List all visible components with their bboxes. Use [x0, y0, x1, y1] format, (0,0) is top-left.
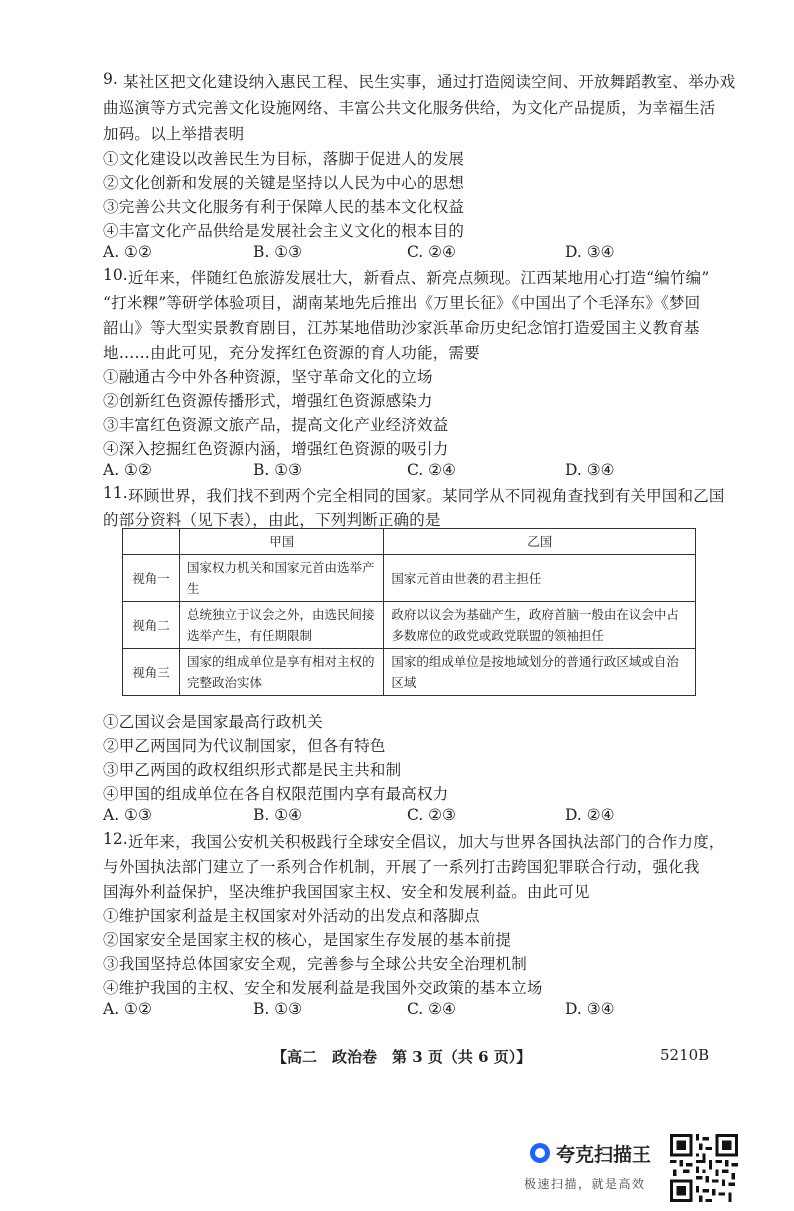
- option-b[interactable]: B. ①③: [253, 1000, 303, 1018]
- table-cell: 总统独立于议会之外，由选民间接选举产生，有任期限制: [180, 602, 384, 649]
- question-text: 加码。以上举措表明: [103, 125, 245, 143]
- question-text: 国海外利益保护，坚决维护我国国家主权、安全和发展利益。由此可见: [103, 883, 590, 901]
- option-b[interactable]: B. ①③: [253, 243, 303, 261]
- option-d[interactable]: D. ③④: [565, 1000, 615, 1018]
- table-cell: 国家权力机关和国家元首由选举产生: [180, 555, 384, 602]
- table-cell: 政府以议会为基础产生，政府首脑一般由在议会中占多数席位的政党或政党联盟的领袖担任: [384, 602, 696, 649]
- statement-item: ②文化创新和发展的关键是坚持以人民为中心的思想: [103, 174, 465, 192]
- statement-item: ③甲乙两国的政权组织形式都是民主共和制: [103, 761, 402, 779]
- question-number: 9.: [103, 70, 118, 88]
- quark-logo-icon: [530, 1143, 550, 1163]
- question-number: 11.: [103, 484, 128, 502]
- table-row: [123, 555, 696, 602]
- table-cell: 国家元首由世袭的君主担任: [384, 555, 696, 602]
- question-text: 的部分资料（见下表），由此，下列判断正确的是: [103, 511, 441, 529]
- option-c[interactable]: C. ②④: [407, 243, 456, 261]
- table-header-cell: [123, 529, 180, 555]
- statement-item: ④深入挖掘红色资源内涵，增强红色资源的吸引力: [103, 440, 449, 458]
- question-text: “打米粿”等研学体验项目，湖南某地先后推出《万里长征》《中国出了个毛泽东》《梦回: [103, 294, 701, 312]
- option-d[interactable]: D. ③④: [565, 243, 615, 261]
- question-number: 12.: [103, 830, 128, 848]
- statement-item: ④丰富文化产品供给是发展社会主义文化的根本目的: [103, 222, 465, 240]
- option-c[interactable]: C. ②③: [407, 806, 456, 824]
- scanner-slogan: 极速扫描，就是高效: [524, 1177, 646, 1191]
- option-b[interactable]: B. ①④: [253, 806, 303, 824]
- option-a[interactable]: A. ①②: [103, 1000, 152, 1018]
- question-text: 与外国执法部门建立了一系列合作机制，开展了一系列打击跨国犯罪联合行动，强化我: [103, 858, 700, 876]
- statement-item: ①融通古今中外各种资源，坚守革命文化的立场: [103, 368, 433, 386]
- row-label: 视角三: [123, 649, 180, 696]
- table-header-cell: 甲国: [180, 529, 384, 555]
- row-label: 视角二: [123, 602, 180, 649]
- statement-item: ③丰富红色资源文旅产品，提高文化产业经济效益: [103, 416, 449, 434]
- option-c[interactable]: C. ②④: [407, 461, 456, 479]
- page-footer: 【高二 政治卷 第 3 页（共 6 页）】: [272, 1048, 532, 1066]
- statement-item: ①文化建设以改善民生为目标，落脚于促进人的发展: [103, 150, 465, 168]
- option-c[interactable]: C. ②④: [407, 1000, 456, 1018]
- option-a[interactable]: A. ①②: [103, 243, 152, 261]
- scanner-app-name: 夸克扫描王: [556, 1144, 652, 1166]
- table-row: [123, 649, 696, 696]
- statement-item: ①维护国家利益是主权国家对外活动的出发点和落脚点: [103, 907, 480, 925]
- option-a[interactable]: A. ①②: [103, 461, 152, 479]
- question-text: 地……由此可见，充分发挥红色资源的育人功能，需要: [103, 344, 480, 362]
- row-label: 视角一: [123, 555, 180, 602]
- option-d[interactable]: D. ②④: [565, 806, 615, 824]
- statement-item: ②创新红色资源传播形式，增强红色资源感染力: [103, 392, 433, 410]
- option-b[interactable]: B. ①③: [253, 461, 303, 479]
- question-text: 近年来，伴随红色旅游发展壮大，新看点、新亮点频现。江西某地用心打造“编竹编”: [128, 269, 710, 287]
- table-row: [123, 602, 696, 649]
- statement-item: ②甲乙两国同为代议制国家，但各有特色: [103, 737, 386, 755]
- option-a[interactable]: A. ①③: [103, 806, 152, 824]
- table-header-cell: 乙国: [384, 529, 696, 555]
- statement-item: ②国家安全是国家主权的核心，是国家生存发展的基本前提: [103, 931, 512, 949]
- statement-item: ③我国坚持总体国家安全观，完善参与全球公共安全治理机制: [103, 955, 527, 973]
- paper-code: 5210B: [660, 1046, 710, 1064]
- table-cell: 国家的组成单位是按地域划分的普通行政区域或自治区域: [384, 649, 696, 696]
- table-header-row: [123, 529, 696, 555]
- qr-code-icon[interactable]: [670, 1134, 738, 1202]
- question-text: 曲巡演等方式完善文化设施网络、丰富公共文化服务供给，为文化产品提质，为幸福生活: [103, 99, 716, 117]
- statement-item: ④维护我国的主权、安全和发展利益是我国外交政策的基本立场: [103, 979, 543, 997]
- option-d[interactable]: D. ③④: [565, 461, 615, 479]
- table-cell: 国家的组成单位是享有相对主权的完整政治实体: [180, 649, 384, 696]
- question-text: 环顾世界，我们找不到两个完全相同的国家。某同学从不同视角查找到有关甲国和乙国: [128, 487, 725, 505]
- question-text: 近年来，我国公安机关积极践行全球安全倡议，加大与世界各国执法部门的合作力度，: [128, 833, 725, 851]
- question-number: 10.: [103, 266, 128, 284]
- comparison-table: [122, 528, 696, 696]
- question-text: 某社区把文化建设纳入惠民工程、民生实事，通过打造阅读空间、开放舞蹈教室、举办戏: [123, 73, 736, 91]
- statement-item: ③完善公共文化服务有利于保障人民的基本文化权益: [103, 198, 465, 216]
- statement-item: ④甲国的组成单位在各自权限范围内享有最高权力: [103, 785, 449, 803]
- question-text: 韶山》等大型实景教育剧目，江苏某地借助沙家浜革命历史纪念馆打造爱国主义教育基: [103, 319, 700, 337]
- statement-item: ①乙国议会是国家最高行政机关: [103, 713, 323, 731]
